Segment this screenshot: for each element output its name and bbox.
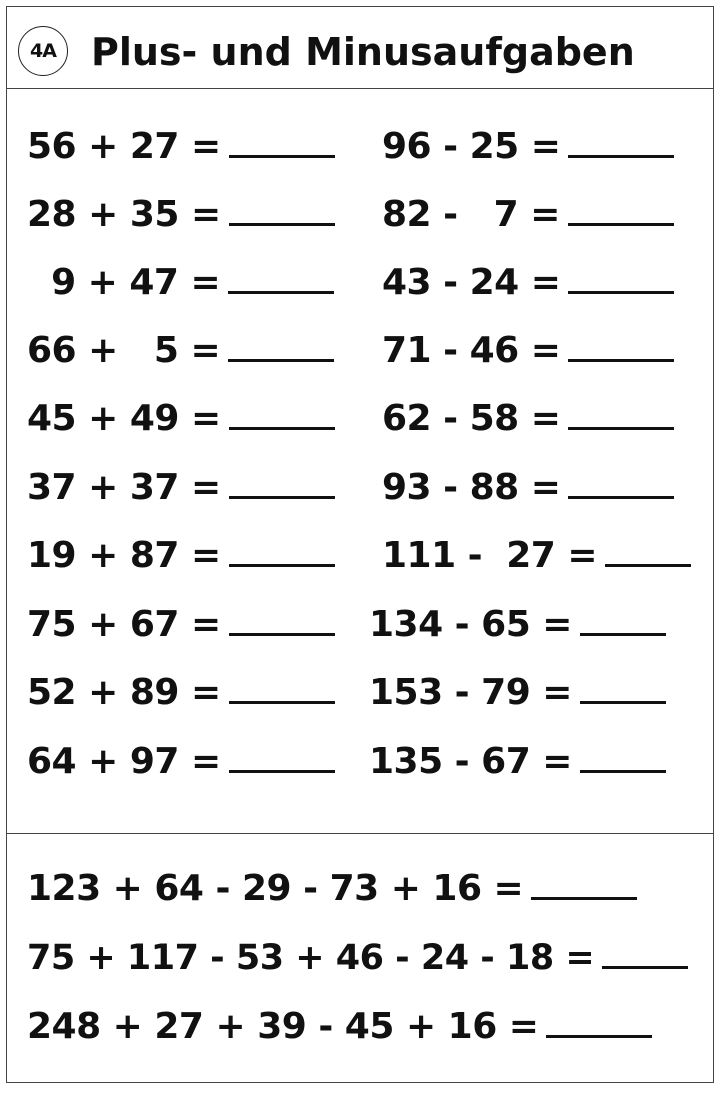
left-task-9 bbox=[27, 671, 335, 714]
left-task-1 bbox=[27, 125, 335, 168]
left-task-8 bbox=[27, 603, 335, 646]
worksheet-header bbox=[7, 7, 713, 89]
answer-blank[interactable] bbox=[229, 671, 335, 704]
task-text: 43 - 24 = bbox=[382, 262, 561, 303]
answer-blank[interactable] bbox=[531, 867, 637, 900]
chain-task-3 bbox=[27, 1005, 652, 1048]
answer-blank[interactable] bbox=[229, 534, 335, 567]
answer-blank[interactable] bbox=[546, 1005, 652, 1038]
answer-blank[interactable] bbox=[568, 193, 674, 226]
left-task-2 bbox=[27, 193, 335, 236]
answer-blank[interactable] bbox=[568, 261, 674, 294]
answer-blank[interactable] bbox=[568, 466, 674, 499]
right-task-1 bbox=[382, 125, 674, 168]
task-text: 134 - 65 = bbox=[369, 604, 572, 645]
answer-blank[interactable] bbox=[580, 671, 666, 704]
answer-blank[interactable] bbox=[228, 261, 334, 294]
task-text: 153 - 79 = bbox=[369, 672, 572, 713]
task-text: 75 + 67 = bbox=[27, 604, 221, 645]
task-text: 56 + 27 = bbox=[27, 126, 221, 167]
right-task-7 bbox=[382, 534, 691, 577]
task-text: 19 + 87 = bbox=[27, 535, 221, 576]
left-task-7 bbox=[27, 534, 335, 577]
task-text: 248 + 27 + 39 - 45 + 16 = bbox=[27, 1006, 539, 1047]
task-text: 93 - 88 = bbox=[382, 467, 561, 508]
task-text: 28 + 35 = bbox=[27, 194, 221, 235]
worksheet bbox=[6, 6, 714, 1083]
task-text: 66 + 5 = bbox=[27, 330, 221, 371]
chain-task-2 bbox=[27, 936, 688, 979]
chain-task-1 bbox=[27, 867, 637, 910]
answer-blank[interactable] bbox=[228, 329, 334, 362]
task-text: 96 - 25 = bbox=[382, 126, 561, 167]
left-task-5 bbox=[27, 397, 335, 440]
task-text: 45 + 49 = bbox=[27, 398, 221, 439]
answer-blank[interactable] bbox=[229, 397, 335, 430]
task-text: 135 - 67 = bbox=[369, 741, 572, 782]
right-task-8 bbox=[369, 603, 666, 646]
task-text: 62 - 58 = bbox=[382, 398, 561, 439]
left-task-10 bbox=[27, 740, 335, 783]
answer-blank[interactable] bbox=[580, 603, 666, 636]
left-task-4 bbox=[27, 329, 334, 372]
left-task-3 bbox=[27, 261, 334, 304]
answer-blank[interactable] bbox=[605, 534, 691, 567]
answer-blank[interactable] bbox=[229, 603, 335, 636]
basic-tasks-section bbox=[7, 89, 713, 834]
answer-blank[interactable] bbox=[568, 125, 674, 158]
task-text: 64 + 97 = bbox=[27, 741, 221, 782]
task-text: 9 + 47 = bbox=[27, 262, 221, 303]
right-task-5 bbox=[382, 397, 674, 440]
answer-blank[interactable] bbox=[229, 466, 335, 499]
left-task-6 bbox=[27, 466, 335, 509]
level-badge: 4A bbox=[18, 26, 68, 76]
right-task-9 bbox=[369, 671, 666, 714]
task-text: 82 - 7 = bbox=[382, 194, 560, 235]
right-task-2 bbox=[382, 193, 674, 236]
right-task-6 bbox=[382, 466, 674, 509]
answer-blank[interactable] bbox=[568, 397, 674, 430]
right-task-4 bbox=[382, 329, 674, 372]
task-text: 111 - 27 = bbox=[382, 535, 597, 576]
chain-tasks-section bbox=[7, 834, 713, 1082]
task-text: 37 + 37 = bbox=[27, 467, 221, 508]
answer-blank[interactable] bbox=[602, 936, 688, 969]
task-text: 75 + 117 - 53 + 46 - 24 - 18 = bbox=[27, 938, 595, 978]
answer-blank[interactable] bbox=[229, 125, 335, 158]
right-task-10 bbox=[369, 740, 666, 783]
answer-blank[interactable] bbox=[229, 193, 335, 226]
answer-blank[interactable] bbox=[568, 329, 674, 362]
worksheet-title: Plus- und Minusaufgaben bbox=[91, 30, 635, 74]
right-task-3 bbox=[382, 261, 674, 304]
task-text: 71 - 46 = bbox=[382, 330, 561, 371]
task-text: 52 + 89 = bbox=[27, 672, 221, 713]
answer-blank[interactable] bbox=[580, 740, 666, 773]
answer-blank[interactable] bbox=[229, 740, 335, 773]
task-text: 123 + 64 - 29 - 73 + 16 = bbox=[27, 868, 524, 909]
